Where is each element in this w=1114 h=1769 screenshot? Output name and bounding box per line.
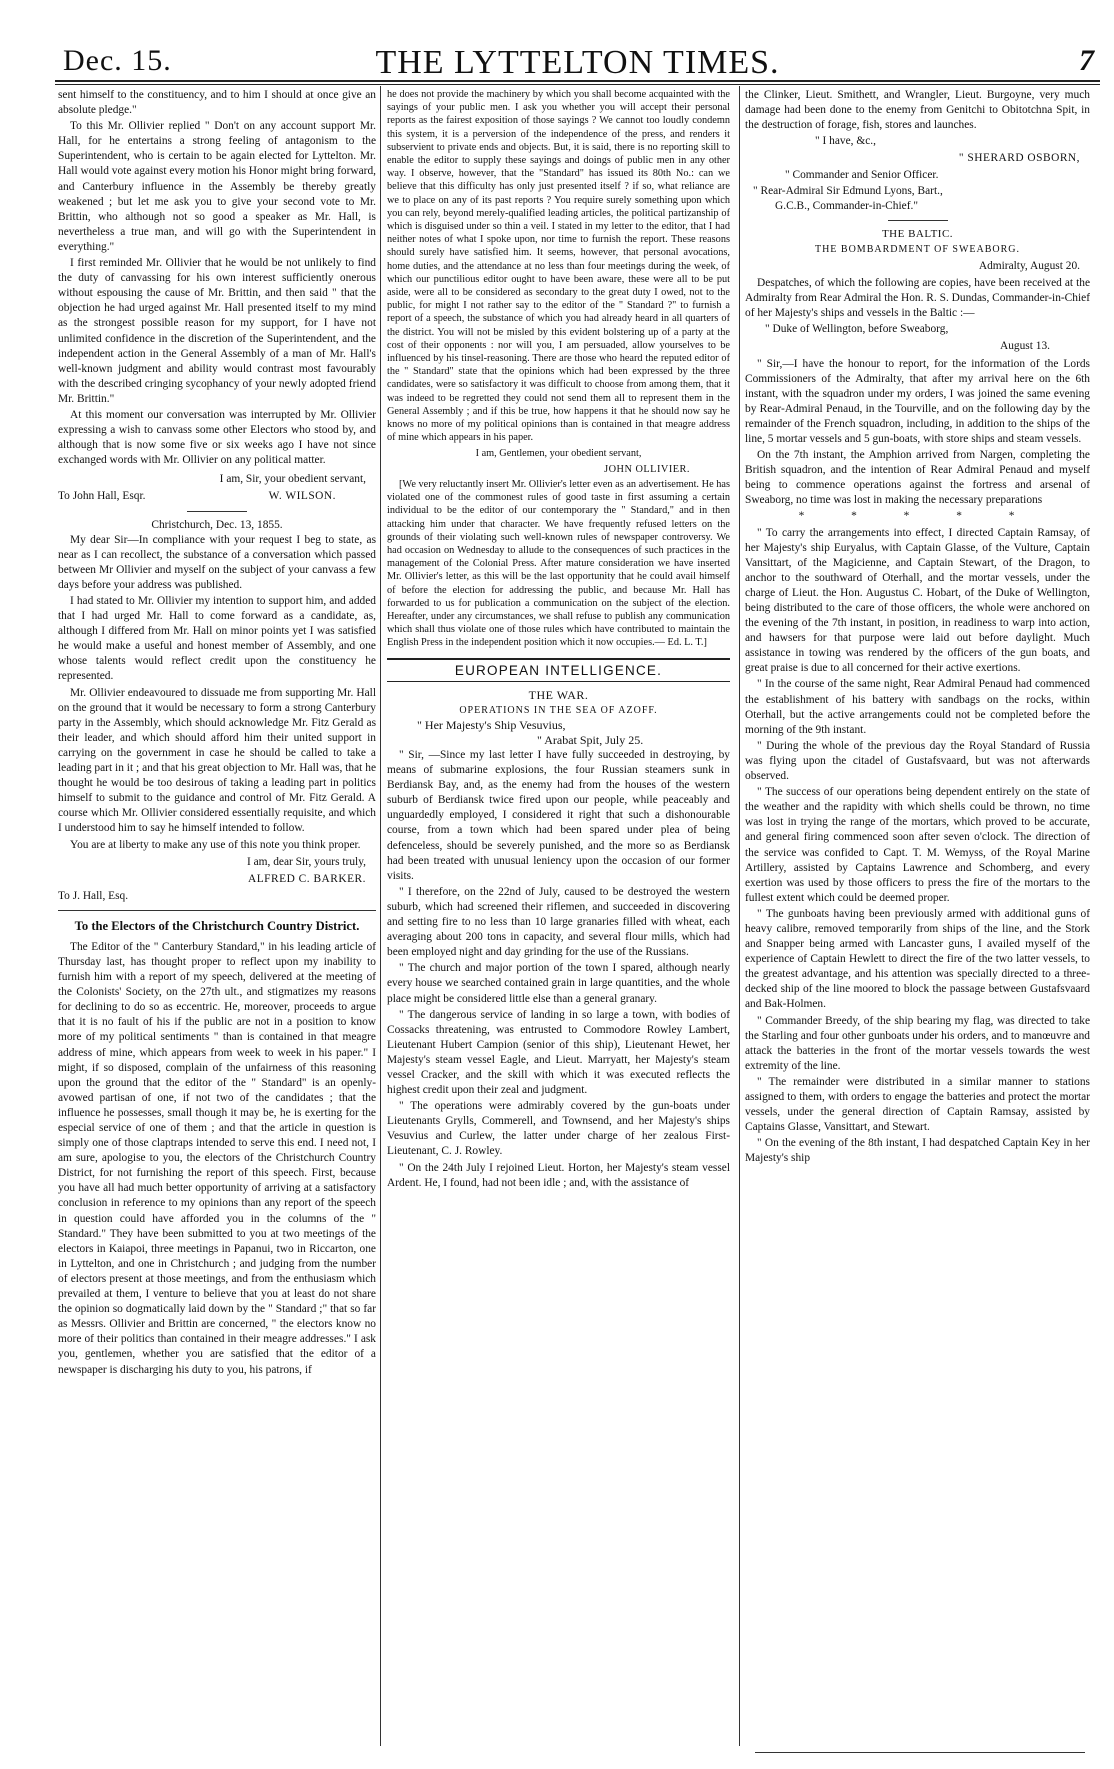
paragraph: " The church and major portion of the town I spared, although nearly every house we searched contained grain in large quantities, and the whole place might be considered little else than a general granary.	[387, 962, 730, 1005]
paragraph: The Editor of the " Canterbury Standard," in his leading article of Thursday last, has thought proper to reflect upon my inability to furnish him with a report of my speech, delivered at the meeting of the Colonists' Society, on the 27th ult., and stigmatizes my reasons for declining to do so as eccentric. He, moreover, proceeds to argue that it is no fault of his if the public are not in a position to know more of my political sentiments " than is contained in that meagre address of mine, which appears from week to week in his paper." I might, if so disposed, complain of the unfairness of this reasoning upon the ground that the editor of the " Standard" is an openly-avowed partisan of one, if not two of the candidates ; that the influence he possesses, small though it may be, he is exerting for the especial service of one of them ; and that the article in question is simply one of those claptraps intended to serve this end. I need not, I am sure, apologise to you, the electors of the Christchurch Country District, for not furnishing the report of this speech. First, because you have all had much better opportunity of arriving at a satisfactory conclusion in reference to my opinions than any report of the speech in question could have afforded you in the columns of the " Standard." They have been submitted to you at two meetings of the electors in Kaiapoi, three meetings in Papanui, two in Riccarton, one in Lyttelton, and one in Christchurch ; and judging from the number of electors present at those meetings, and from the enthusiasm which prevailed at them, I venture to believe that you at least do not share the opinion so dogmatically laid down by the " Standard ;" that so far as Messrs. Ollivier and Brittin are concerned, " the electors know no more of their politics than contained in their meagre addresses." I ask you, gentlemen, whether you are satisfied that the editor of a newspaper is discharging his duty to you, his patrons, if	[58, 940, 376, 1376]
page-number: 7	[1079, 44, 1094, 77]
subheading: THE BOMBARDMENT OF SWEABORG.	[814, 243, 1021, 255]
paragraph: My dear Sir—In compliance with your request I beg to state, as near as I can recollect, the substance of a conversation which passed between Mr Ollivier and myself on the subject of your canvass a few days before your address was published.	[58, 533, 376, 591]
issue-date: Dec. 15.	[63, 44, 172, 77]
addressee: G.C.B., Commander-in-Chief."	[775, 199, 918, 212]
paragraph: " The operations were admirably covered by the gun-boats under Lieutenants Grylls, Commerell, and Townsend, and her Majesty's ships Vesuvius and Curlew, the latter under charge of her zealous First-Lieutenant, C. J. Rowley.	[387, 1100, 730, 1158]
column-2	[387, 88, 730, 1743]
paragraph: You are at liberty to make any use of this note you think proper.	[70, 838, 361, 851]
paragraph: At this moment our conversation was interrupted by Mr. Ollivier expressing a wish to canvass some other Electors who stood by, and although that is now some five or six weeks ago I have not since exchanged words with Mr. Ollivier on any political matter.	[58, 408, 376, 467]
signature-line	[58, 489, 376, 504]
closing: " I have, &c.,	[815, 135, 876, 148]
header-rule	[55, 80, 1100, 82]
paragraph: " The success of our operations being dependent entirely on the state of the weather and the rapidity with which shells could be thrown, no time was lost in trying the range of the mortars, which proved to be accurate, and general firing commenced soon after seven o'clock. The direction of the service was confided to Capt. T. M. Wemyss, of the Royal Marine Artillery, assisted by Captains Lawrence and Schomberg, and every exertion was used by those officers to press the fire of the mortars to the fullest extent which could be deemed proper.	[745, 786, 1090, 904]
closing: I am, dear Sir, yours truly,	[246, 855, 366, 868]
paragraph: On the 7th instant, the Amphion arrived from Nargen, completing the British squadron, and the intention of Rear Admiral Penaud and myself being to commence operations against the fortress and arsenal of Sweaborg, no time was lost in making the necessary preparations	[745, 449, 1090, 507]
addressee: To John Hall, Esqr.	[58, 490, 146, 503]
separator	[888, 220, 948, 221]
paragraph: I first reminded Mr. Ollivier that he would be not unlikely to find the duty of canvassing for his own interest sufficiently onerous without espousing the cause of Mr. Brittin, and then said " that the objection he had urged against Mr. Hall presented itself to my mind as the strongest possible reason for my support, for I have not unlimited confidence in the discretion of the Superintendent, and the independent action in the General Assembly of a man of Mr. Hall's well-known judgment and ability would contrast most favourably with the described cringing sycophancy of your newly adopted friend Mr. Brittin."	[58, 257, 376, 405]
page-header	[55, 40, 1100, 82]
separator	[58, 910, 376, 911]
dateline: Admiralty, August 20.	[978, 259, 1080, 272]
subheading: THE WAR.	[528, 687, 589, 702]
addressee: To J. Hall, Esq.	[58, 889, 129, 902]
paragraph: Mr. Ollivier endeavoured to dissuade me from supporting Mr. Hall on the ground that it would be necessary to form a strong Canterbury party in the Assembly, which should acknowledge Mr. Fitz Gerald as their leader, and which should afford him their united support in carrying on the government in case he should be called to take a leading part in it ; and that his great objection to Mr. Hall was, that he thought he would be too desirous of taking a leading part in politics himself to submit to the guidance and control of Mr. Fitz Gerald. A course which Mr. Ollivier considered essentially requisite, and which I understood him to say he himself intended to follow.	[58, 686, 376, 835]
column-divider-2	[739, 86, 740, 1746]
dispatch-place: " Arabat Spit, July 25.	[537, 732, 644, 747]
dispatch-ship: " Duke of Wellington, before Sweaborg,	[765, 323, 949, 336]
paragraph: " To carry the arrangements into effect, I directed Captain Ramsay, of her Majesty's ship Euryalus, with Captain Glasse, of the Vulture, Captain Vansittart, of the Magicienne, and Captain Stewart, of the Dragon, to anchor to the southward of Oterhall, and the mortar vessels, under the charge of Lieut. the Hon. Augustus C. Hobart, of the Duke of Wellington, being distributed to the care of those officers, the whole were anchored on the evening of the 7th instant, in position, in readiness to warp into action, and hawsers for that purpose were laid out before daylight. Much assistance in towing was rendered by the officers of the gun boats, and great praise is due to all concerned for their active exertions.	[745, 526, 1090, 675]
column-3	[745, 88, 1090, 1743]
paragraph: sent himself to the constituency, and to him I should at once give an absolute pledge."	[58, 89, 376, 117]
signatory-title: " Commander and Senior Officer.	[785, 169, 939, 182]
letter-heading: To the Electors of the Christchurch Country District.	[74, 918, 360, 933]
signatory: JOHN OLLIVIER.	[604, 463, 690, 475]
closing: I am, Gentlemen, your obedient servant,	[475, 448, 642, 460]
editorial-note: [We very reluctantly insert Mr. Ollivier's letter even as an advertisement. He has violated one of the commonest rules of good taste in first assuming a certain individual to be the editor of our contemporary the " Standard," and in then attacking him under that character. We have frequently refused letters on the grounds of their violating such well-known rules of newspaper controversy. We had occasion on Wednesday to allude to the consequences of such practices in the management of the Colonial Press. After mature consideration we have inserted Mr. Ollivier's letter, as this will be the last opportunity that he could avail himself of before the election for addressing the public, and because Mr. Hall has forwarded to us for publication a communication on the subject of the election. Hereafter, under any circumstances, we shall refuse to publish any communication which shall thus violate one of those rules which have contributed to maintain the English Press in the independent position which it now occupies.— Ed. L. T.]	[387, 478, 730, 649]
dateline: Christchurch, Dec. 13, 1855.	[151, 518, 283, 531]
column-1	[58, 88, 376, 1748]
paragraph: " I therefore, on the 22nd of July, caused to be destroyed the western suburb, which had screened their riflemen, and succeeded in discovering and setting fire to no less than 10 large granaries filled with wheat, each averaging about 200 tons in capacity, and several flour mills, which had been employed night and day grinding for the use of the Russians.	[387, 885, 730, 959]
paragraph: Despatches, of which the following are copies, have been received at the Admiralty from Rear Admiral the Hon. R. S. Dundas, Commander-in-Chief of her Majesty's ships and vessels in the Baltic :—	[745, 277, 1090, 320]
bottom-rule	[755, 1752, 1085, 1756]
paragraph: " During the whole of the previous day the Royal Standard of Russia was flying upon the citadel of Gustafsvaard, but was not afterwards observed.	[745, 739, 1090, 783]
paragraph: " Sir, —Since my last letter I have fully succeeded in destroying, by means of submarine explosions, the four Russian steamers sunk in Berdiansk Bay, and, as the enemy had from the houses of the western suburb of Berdiansk twice fired upon our people, while peaceably and unguardedly employed, I considered it right that such a dishonourable course, from a town which had been spared under plea of being defenceless, should be severely punished, and the more so as Berdiansk had been treated with unusual leniency upon the occasion of our former visits.	[387, 749, 730, 882]
paragraph: the Clinker, Lieut. Smithett, and Wrangler, Lieut. Burgoyne, very much damage had been done to the enemy from Genitchi to Obitotchna Spit, in the destruction of forage, fish, stores and launches.	[745, 89, 1090, 132]
paragraph: " The remainder were distributed in a similar manner to stations assigned to them, with orders to engage the batteries and protect the mortar vessels, under the general direction of Captain Ramsay, assisted by Captains Glasse, Vansittart, and Stewart.	[745, 1075, 1090, 1134]
subheading: THE BALTIC.	[881, 227, 954, 240]
addressee: " Rear-Admiral Sir Edmund Lyons, Bart.,	[753, 184, 943, 197]
paragraph: " The dangerous service of landing in so large a town, with bodies of Cossacks threatening, was entrusted to Commodore Rowley Lambert, Lieutenant Hubert Campion (senior of this ship), Lieutenant Hewet, her Majesty's steam vessel Eagle, and Lieut. Marryatt, her Majesty's steam vessel Cracker, and the skill with which it was executed reflects the highest credit upon their zeal and judgment.	[387, 1008, 730, 1097]
paragraph: " Commander Breedy, of the ship bearing my flag, was directed to take the Starling and four other gunboats under his orders, and to manœuvre and attack the batteries in the front of the mortar vessels towards the west extremity of the line.	[745, 1014, 1090, 1072]
separator	[187, 511, 247, 512]
dispatch-date: August 13.	[1000, 340, 1050, 353]
closing: I am, Sir, your obedient servant,	[219, 473, 366, 486]
paragraph: " Sir,—I have the honour to report, for the information of the Lords Commissioners of the Admiralty, that after my arrival here on the 6th instant, with the squadron under my orders, I was joined the same evening by Rear-Admiral Penaud, in the Tourville, and on the following day by the remainder of the French squadron, including, in addition to the ships of the line, 5 mortar vessels and 5 gun-boats, with store ships and steam vessels.	[745, 357, 1090, 445]
column-divider-1	[380, 86, 381, 1746]
paragraph: " On the evening of the 8th instant, I had despatched Captain Key in her Majesty's ship	[745, 1137, 1090, 1165]
paragraph: " The gunboats having been previously armed with additional guns of heavy calibre, removed temporarily from ships of the line, and the Stork and Snapper being armed with Lancaster guns, I availed myself of the experience of Captain Hewlett to direct the fire of the two latter vessels, to the greatest advantage, and his attention was specially directed to a three-decked ship of the line moored to block the passage between Gustafsvaard and Bak-Holmen.	[745, 907, 1090, 1011]
newspaper-title: THE LYTTELTON TIMES.	[375, 44, 780, 81]
paragraph: I had stated to Mr. Ollivier my intention to support him, and added that I had urged Mr. Hall to come forward as a candidate, as, although I differed from Mr. Hall on minor points yet I was satisfied he would make a useful and honest member of Assembly, and one whose talents would reflect credit upon the constituency he represented.	[58, 595, 376, 683]
header-rule-thin	[55, 84, 1100, 85]
paragraph: " On the 24th July I rejoined Lieut. Horton, her Majesty's steam vessel Ardent. He, I found, had not been idle ; and, with the assistance of	[387, 1161, 730, 1189]
paragraph: he does not provide the machinery by which you shall become acquainted with the sayings of your public men. I ask you whether you will accept their personal reports as the fairest exposition of those sayings ? We cannot too loudly condemn this system, it is a perversion of the independence of the press, and renders it subservient to private ends and objects. But, it is said, there is no reporting skill to enable the editor to supply these sayings and doings of public men in any other way. I observe, however, that the "Standard" has issued its 80th No.: can we believe that this difficulty has only just presented itself ? if so, what reliance are we to place on any of its past reports ? You require surely something upon which you can rely, beyond merely-qualified leading articles, the political partizanship of which is disguised under so thin a veil. I stated in my letter to the editor, that I had neither notes of what I spoke upon, nor time to furnish the report. These reasons should surely have satisfied him. It seems, however, that personal avocations, home duties, and the attendance at no less than four meetings during the week, of which our punctilious editor ought to have been aware, these were all to be put aside, were all to be considered as secondary to the great duty I owed, not to the public, for might I not rather say to the editor of the " Standard ?" to furnish a report of a speech, the substance of which you had already heard in all quarters of the district. You will not be misled by this evident bolstering up of a party at the cost of their opponents : nor will you, I am persuaded, allow yourselves to be influenced by his tinsel-reasoning. There are those who heard the reputed editor of the " Standard" state that the opinions which had been expressed by the three candidates, were so satisfactory it was difficult to choose from among them, that it was indeed to be regretted they could not send them all to represent them in the General Assembly ; and if this be true, how happens it that he should now say he knows no more of my political opinions than is contained in that meagre address of mine which appears in his paper.	[387, 89, 730, 444]
paragraph: " In the course of the same night, Rear Admiral Penaud had commenced the establishment of his battery with sandbags on the rocks, within Oterhall, but the active arrangements could not be completed before the morning of the 9th instant.	[745, 678, 1090, 736]
section-heading: EUROPEAN INTELLIGENCE.	[387, 658, 730, 682]
dispatch-ship: " Her Majesty's Ship Vesuvius,	[417, 717, 566, 732]
paragraph: To this Mr. Ollivier replied " Don't on any account support Mr. Hall, for he entertains a strong feeling of antagonism to the Superintendent, who is certain to be again elected for Lyttelton. Mr. Hall would vote against every motion his Honor might bring forward, and Canterbury influence in the Assembly be thereby greatly weakened ; but let me ask you to give your second vote to Mr. Brittin, who although not so good a speaker as Mr. Hall, is nevertheless a true man, and will go with the Superintendent in everything."	[58, 120, 376, 253]
ellipsis-stars: * * * * *	[798, 510, 1037, 523]
signatory: " SHERARD OSBORN,	[958, 152, 1080, 165]
signatory: ALFRED C. BARKER.	[248, 872, 366, 885]
subheading: OPERATIONS IN THE SEA OF AZOFF.	[459, 704, 658, 716]
signatory: W. WILSON.	[268, 490, 336, 503]
